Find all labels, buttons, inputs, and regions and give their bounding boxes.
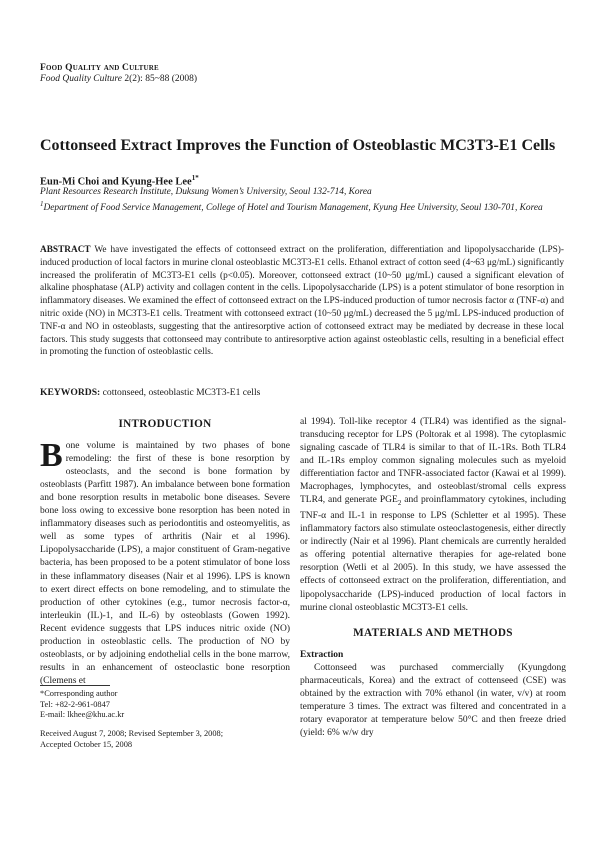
introduction-continued (300, 416, 566, 615)
drop-cap: B (40, 437, 63, 475)
journal-citation-ref: 2(2): 85~88 (2008) (124, 74, 198, 84)
introduction-paragraph (40, 437, 290, 688)
extraction-paragraph (300, 662, 566, 740)
journal-citation-name: Food Quality Culture (40, 74, 122, 84)
footnotes (40, 685, 270, 721)
keywords-label: KEYWORDS: (40, 387, 101, 398)
journal-header (40, 63, 197, 85)
abstract (40, 244, 564, 359)
introduction-continued-text-b: and proinflammatory cytokines, including TNF-α and IL-1 in response to LPS (Schletter et al 1995). These inflammatory factors also stimulate osteoclastogenesis, either directly or indirectly (Nair et al 1996). Plant chemicals are currently heralded as offering potential alternative therapies for age-related bone resorption (Wetli et al 2005). In this study, we have assessed the effects of cottonseed extract on the proliferation, differentiation, and lipopolysaccharide (LPS)-induced production of local factors in murine clonal osteoblastic MC3T3-E1 cells. (300, 495, 566, 613)
affiliation-1: Plant Resources Research Institute, Duksung Women’s University, Seoul 132-714, Korea (40, 187, 372, 197)
pge-subscript: 2 (397, 499, 402, 508)
author-list (40, 174, 199, 188)
authors-text: Eun-Mi Choi and Kyung-Hee Lee (40, 176, 192, 188)
extraction-text: Cottonseed was purchased commercially (Kyungdong pharmaceuticals, Korea) and the extract of cottenseed (CSE) was obtained by the extraction with 70% ethanol (in water, v/v) at room temperature 3 times. The extract was filtered and concentrated in a rotary evaporator at temperature below 50°C and then freeze dried (yield: 6% w/w dry (300, 662, 566, 738)
methods-heading: MATERIALS AND METHODS (353, 626, 513, 639)
journal-citation (40, 74, 197, 85)
received-date: Received August 7, 2008; Revised September 3, 2008; (40, 729, 224, 738)
affiliation-2-text: Department of Food Service Management, College of Hotel and Tourism Management, Kyung Hee University, Seoul 130-701, Korea (43, 202, 543, 213)
keywords-text: cottonseed, osteoblastic MC3T3-E1 cells (102, 387, 261, 398)
author-email: E-mail: lkhee@khu.ac.kr (40, 710, 125, 719)
affiliation-2-marker: 1 (40, 199, 44, 208)
journal-name: Food Quality and Culture (40, 63, 159, 73)
publication-dates (40, 729, 290, 750)
author-telephone: Tel: +82-2-961-0847 (40, 699, 110, 709)
extraction-subheading: Extraction (300, 649, 344, 660)
keywords (40, 387, 260, 398)
affiliation-2 (40, 199, 580, 215)
introduction-continued-text-a: al 1994). Toll-like receptor 4 (TLR4) was identified as the signal-transducing receptor for LPS (Poltorak et al 1998). The cytoplasmic signaling cascade of TLR4 is similar to that of IL-1Rs. Both TLR4 and IL-1Rs employ common signaling molecules such as myeloid differentiation factor and TNFR-associated factor (Kawai et al 1999). Macrophages, lymphocytes, and osteoblast/stromal cells express TLR4, and generate PGE (300, 417, 566, 506)
accepted-date: Accepted October 15, 2008 (40, 739, 133, 749)
right-column (300, 416, 566, 740)
affiliations (40, 187, 580, 214)
introduction-heading: INTRODUCTION (118, 418, 212, 430)
article-title: Cottonseed Extract Improves the Function of Osteoblastic MC3T3-E1 Cells (40, 137, 556, 154)
abstract-text: We have investigated the effects of cottonseed extract on the proliferation, differentiation and lipopolysaccharide (LPS)-induced production of local factors in murine clonal osteoblastic MC3T3-E1 cells. Ethanol extract of cotton seed (4~63 μg/mL) significantly increased the proliferatin of MC3T3-E1 cells (p<0.05). Moreover, cottonseed extract (10~50 μg/mL) caused a significant elevation of alkaline phosphatase (ALP) activity and collagen content in the cells. Lipopolysaccharide (LPS) is a potent stimulator of bone resorption in inflammatory diseases. We examined the effect of cottonseed extract on the LPS-induced production of tumor necrosis factor α (TNF-α) and nitric oxide (NO) in MC3T3-E1 cells. Treatment with cottonseed extract (10~50 μg/mL) decreased the 5 μg/mL LPS-induced production of TNF-α and NO in osteoblasts, suggesting that the antiresorptive action of cottonseed extract may be mediated by decrease in these local factors. This study suggests that cottonseed may contribute to antiresorptive action against osteoblastic cells, resulting in a beneficial effect in promoting the function of osteoblastic cells. (40, 245, 564, 358)
introduction-text: one volume is maintained by two phases of bone remodeling: the first of these is bone resorption by osteoclasts, and the second is bone formation by osteoblasts (Parfitt 1987). An imbalance between bone formation and bone resorption results in metabolic bone diseases. Severe bone loss owing to excessive bone resorption has been noted in inflammatory diseases such as periodontitis and osteomyelitis, as well as some types of arthritis (Nair et al 1996). Lipopolysaccharide (LPS), a major constituent of Gram-negative bacteria, has been proposed to be a potent stimulator of bone loss in these inflammatory diseases (Nair et al 1996). LPS is known to exert direct effects on bone remodeling, and to stimulate the production of other cytokines (e.g., tumor necrosis factor-α, interleukin (IL)-1, and IL-6) by osteoblasts (Gowen 1992). Recent evidence suggests that LPS induces nitric oxide (NO) production in osteoblastic cells. The production of NO by osteoblasts, or by adjoining endothelial cells in the bone marrow, results in an enhancement of osteoclastic bone resorption (Clemens et (40, 441, 290, 686)
abstract-label: ABSTRACT (40, 245, 91, 255)
left-column (40, 418, 290, 688)
corresponding-author: *Corresponding author (40, 689, 118, 698)
footnote-rule (40, 685, 110, 686)
authors-superscript: 1* (191, 174, 199, 182)
